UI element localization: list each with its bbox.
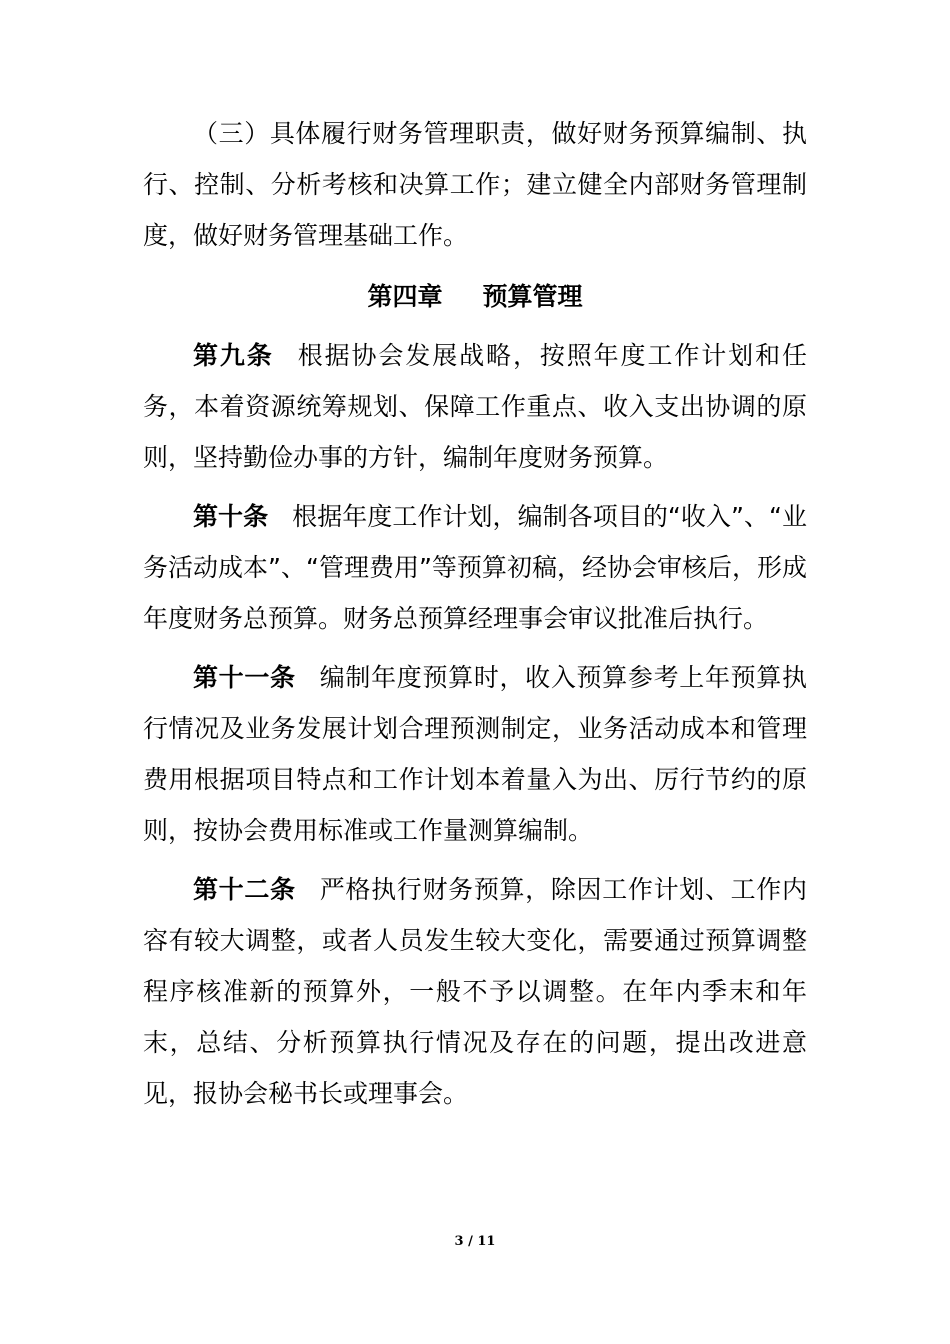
article-number: 第十条 xyxy=(193,502,269,531)
page-number-footer: 3 / 11 xyxy=(454,1234,496,1249)
article-12 xyxy=(143,864,807,1119)
article-text: 严格执行财务预算，除因工作计划、工作内容有较大调整，或者人员发生较大变化，需要通过预算调整程序核准新的预算外，一般不予以调整。在年内季末和年末，总结、分析预算执行情况及存在的问题，提出改进意见，报协会秘书长或理事会。 xyxy=(143,875,807,1108)
article-text: 根据年度工作计划，编制各项目的“收入”、“业务活动成本”、“管理费用”等预算初稿，经协会审核后，形成年度财务总预算。财务总预算经理事会审议批准后执行。 xyxy=(143,502,807,633)
paragraph-text: （三）具体履行财务管理职责，做好财务预算编制、执行、控制、分析考核和决算工作；建立健全内部财务管理制度，做好财务管理基础工作。 xyxy=(143,119,807,250)
article-10 xyxy=(143,491,807,644)
article-text: 根据协会发展战略，按照年度工作计划和任务，本着资源统筹规划、保障工作重点、收入支出协调的原则，坚持勤俭办事的方针，编制年度财务预算。 xyxy=(143,341,807,472)
article-11 xyxy=(143,652,807,856)
paragraph-duty-3 xyxy=(143,108,807,261)
article-9 xyxy=(143,330,807,483)
article-number: 第九条 xyxy=(193,341,274,370)
article-number: 第十二条 xyxy=(193,875,296,904)
chapter-heading xyxy=(143,271,807,322)
chapter-title: 预算管理 xyxy=(482,282,583,311)
article-number: 第十一条 xyxy=(193,663,296,692)
article-text: 编制年度预算时，收入预算参考上年预算执行情况及业务发展计划合理预测制定，业务活动成本和管理费用根据项目特点和工作计划本着量入为出、厉行节约的原则，按协会费用标准或工作量测算编制。 xyxy=(143,663,807,845)
chapter-number: 第四章 xyxy=(367,282,443,311)
document-body xyxy=(143,108,807,1119)
